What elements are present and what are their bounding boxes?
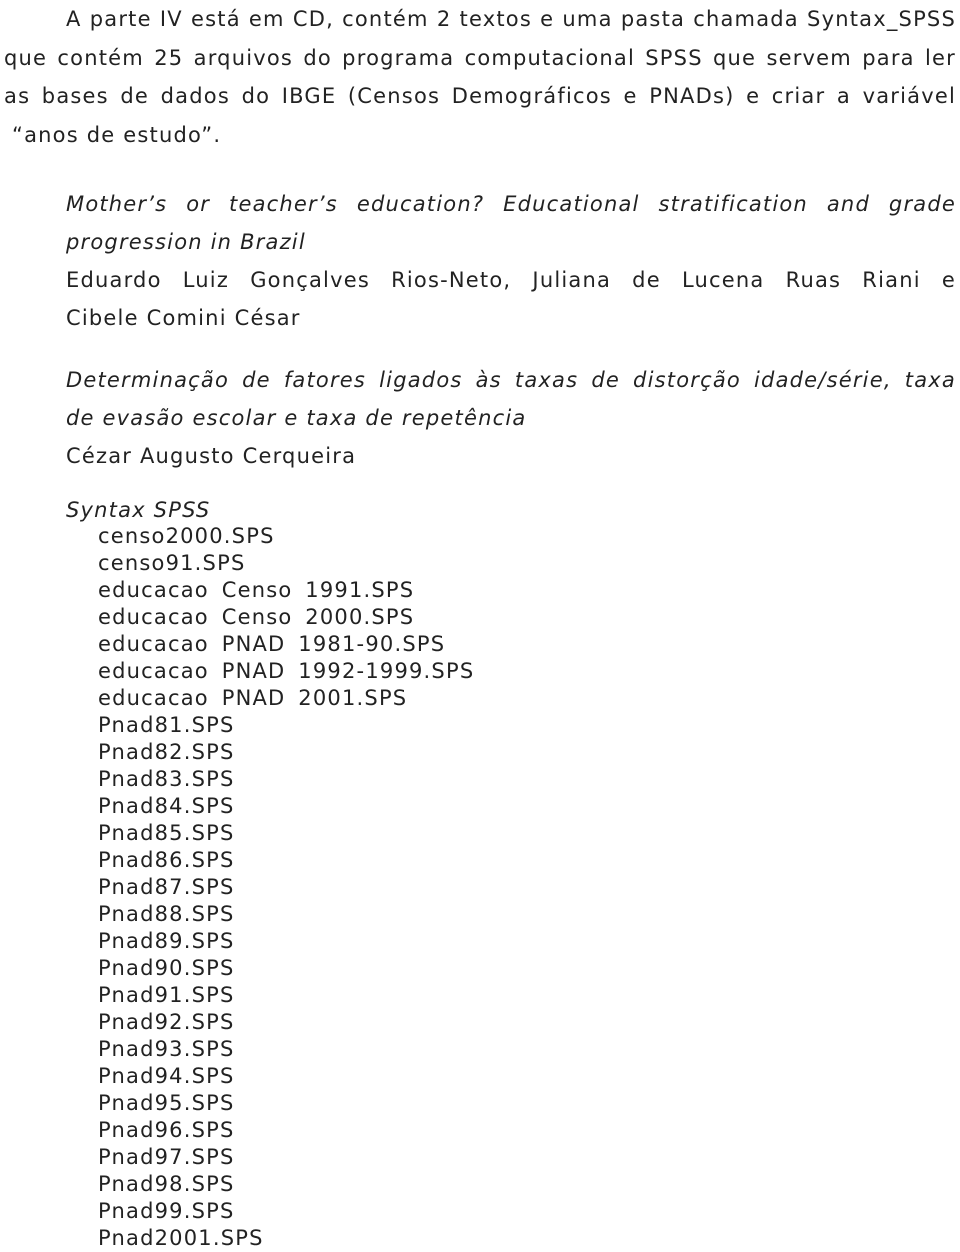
intro-line: as bases de dados do IBGE (Censos Demográficos e PNADs) e criar a variável — [4, 84, 956, 108]
syntax-file-item: Pnad88.SPS — [98, 902, 235, 926]
syntax-file-item: Pnad96.SPS — [98, 1118, 235, 1142]
syntax-file-item: Pnad82.SPS — [98, 740, 235, 764]
syntax-file-item: Pnad83.SPS — [98, 767, 235, 791]
entry-title — [66, 185, 956, 261]
syntax-file-item: Pnad86.SPS — [98, 848, 235, 872]
syntax-file-item: Pnad93.SPS — [98, 1037, 235, 1061]
entry-authors-line: Eduardo Luiz Gonçalves Rios-Neto, Juliana de Lucena Ruas Riani e — [66, 268, 956, 292]
syntax-file-item: Pnad89.SPS — [98, 929, 235, 953]
syntax-file-item: Pnad97.SPS — [98, 1145, 235, 1169]
syntax-file-item: educacao PNAD 1981-90.SPS — [98, 632, 446, 656]
syntax-file-item: educacao Censo 1991.SPS — [98, 578, 415, 602]
intro-line: “anos de estudo”. — [12, 122, 222, 147]
syntax-file-item: educacao Censo 2000.SPS — [98, 605, 415, 629]
entry-title — [66, 361, 956, 437]
intro-paragraph — [4, 0, 956, 154]
syntax-file-item: Pnad91.SPS — [98, 983, 235, 1007]
syntax-file-item: censo2000.SPS — [98, 524, 275, 548]
entry-title-italic: Mother’s or teacher’s education? — [66, 192, 485, 216]
syntax-file-item: Pnad81.SPS — [98, 713, 235, 737]
syntax-file-item: educacao PNAD 2001.SPS — [98, 686, 408, 710]
entry-authors-line: Cézar Augusto Cerqueira — [66, 444, 357, 468]
entry-title-line: progression in Brazil — [66, 230, 306, 254]
syntax-file-item: censo91.SPS — [98, 551, 246, 575]
syntax-file-item: Pnad84.SPS — [98, 794, 235, 818]
syntax-file-item: Pnad94.SPS — [98, 1064, 235, 1088]
entry-title-upright: Educational stratification and grade — [503, 192, 956, 216]
entry-title-line — [66, 185, 956, 223]
text-entry-2 — [66, 361, 956, 475]
syntax-file-item: Pnad90.SPS — [98, 956, 235, 980]
syntax-file-list — [98, 523, 474, 1252]
syntax-folder-heading: Syntax SPSS — [66, 498, 211, 522]
intro-line: que contém 25 arquivos do programa computacional SPSS que servem para ler — [4, 45, 956, 70]
intro-line: A parte IV está em CD, contém 2 textos e uma pasta chamada Syntax_SPSS — [66, 7, 956, 31]
text-entry-1 — [66, 185, 956, 337]
syntax-file-item: Pnad2001.SPS — [98, 1226, 264, 1250]
syntax-file-item: Pnad95.SPS — [98, 1091, 235, 1115]
entry-authors-line: Cibele Comini César — [66, 306, 301, 330]
syntax-file-item: Pnad85.SPS — [98, 821, 235, 845]
syntax-file-item: Pnad99.SPS — [98, 1199, 235, 1223]
entry-title-line: de evasão escolar e taxa de repetência — [66, 406, 527, 430]
syntax-file-item: Pnad87.SPS — [98, 875, 235, 899]
syntax-file-item: Pnad92.SPS — [98, 1010, 235, 1034]
entry-title-line: Determinação de fatores ligados às taxas de distorção idade/série, taxa — [66, 368, 956, 392]
syntax-file-item: Pnad98.SPS — [98, 1172, 235, 1196]
syntax-file-item: educacao PNAD 1992-1999.SPS — [98, 659, 475, 683]
